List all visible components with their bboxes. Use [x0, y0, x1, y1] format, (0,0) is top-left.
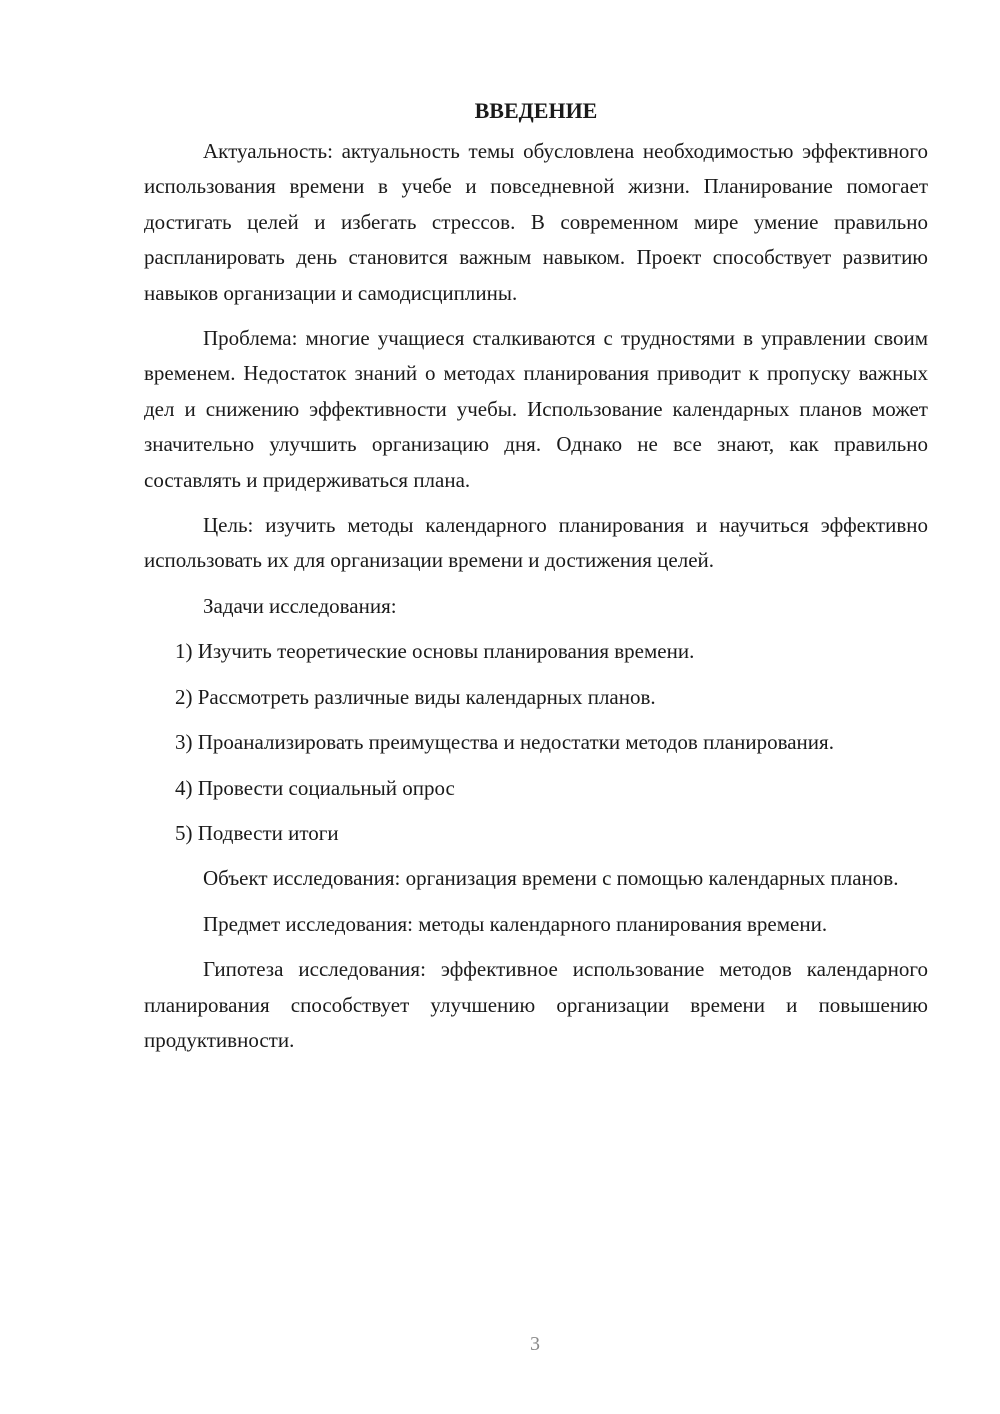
paragraph-hypothesis: Гипотеза исследования: эффективное использование методов календарного планирования способствует улучшению организации времени и повышению продуктивности.	[144, 957, 928, 1052]
paragraph-object: Объект исследования: организация времени с помощью календарных планов.	[203, 866, 899, 891]
page-title: ВВЕДЕНИЕ	[474, 98, 598, 123]
task-item-3: 3) Проанализировать преимущества и недостатки методов планирования.	[175, 730, 834, 755]
task-item-1: 1) Изучить теоретические основы планирования времени.	[175, 639, 695, 664]
task-item-4: 4) Провести социальный опрос	[175, 775, 455, 800]
document-page	[144, 96, 928, 1068]
task-item-5: 5) Подвести итоги	[175, 820, 339, 845]
paragraph-subject: Предмет исследования: методы календарного планирования времени.	[203, 911, 828, 936]
tasks-heading: Задачи исследования:	[203, 593, 397, 618]
paragraph-relevance: Актуальность: актуальность темы обусловлена необходимостью эффективного использования времени в учебе и повседневной жизни. Планирование помогает достигать целей и избегать стрессов. В современном мире умение правильно распланировать день становится важным навыком. Проект способствует развитию навыков организации и самодисциплины.	[144, 139, 928, 305]
paragraph-problem: Проблема: многие учащиеся сталкиваются с трудностями в управлении своим временем. Недостаток знаний о методах планирования приводит к пропуску важных дел и снижению эффективности учебы. Использование календарных планов может значительно улучшить организацию дня. Однако не все знают, как правильно составлять и придерживаться плана.	[144, 326, 928, 492]
task-item-2: 2) Рассмотреть различные виды календарных планов.	[175, 684, 656, 709]
page-number: 3	[530, 1333, 540, 1355]
paragraph-goal: Цель: изучить методы календарного планирования и научиться эффективно использовать их для организации времени и достижения целей.	[144, 513, 928, 573]
